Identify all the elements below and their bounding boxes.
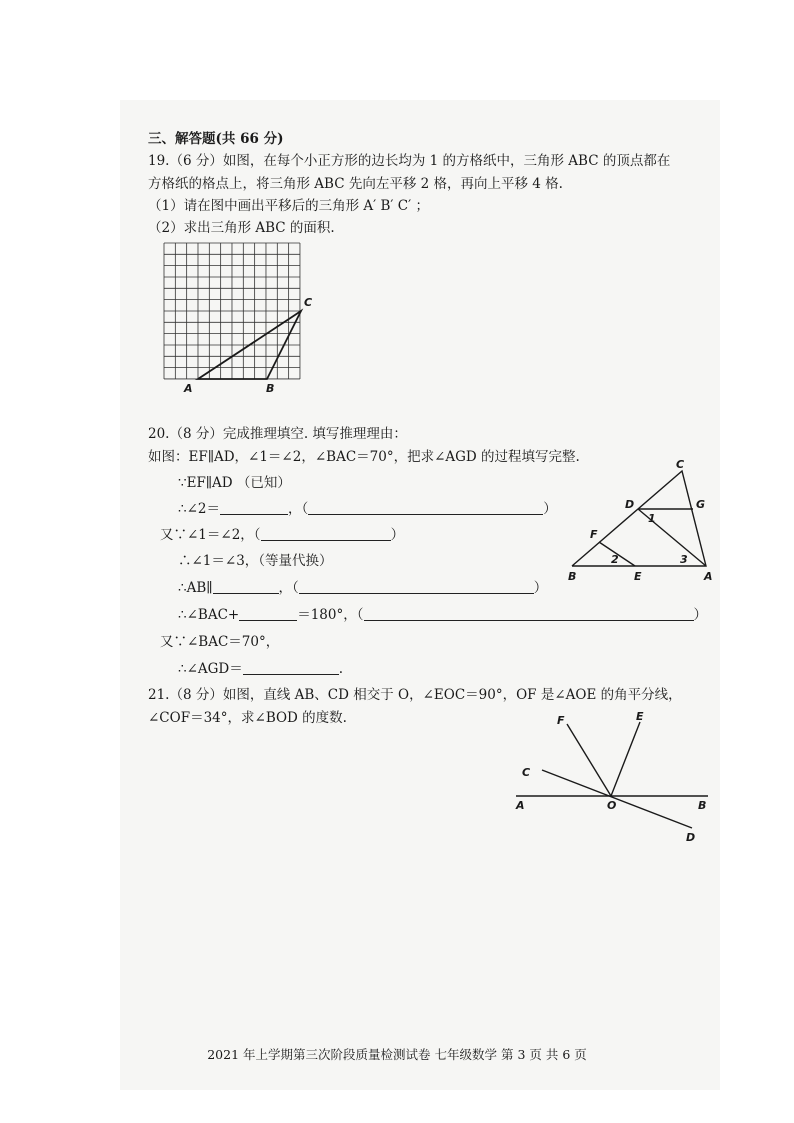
q20-step6b-text: ＝180°，（ <box>297 607 364 623</box>
q20-step4: ∴∠1＝∠3，（等量代换） <box>178 553 333 569</box>
q20-step2-text: ∴∠2＝ <box>178 501 220 517</box>
q20-step6 <box>178 606 707 624</box>
q20-step5-close: ） <box>533 580 548 596</box>
q20-step8 <box>178 660 343 678</box>
q20-step3 <box>160 526 404 544</box>
q20-step5-comma: ，（ <box>278 580 299 596</box>
section-title: 三、解答题(共 66 分) <box>148 131 284 147</box>
q21-label-d: D <box>686 831 696 844</box>
q20-step5-text: ∴AB∥ <box>178 580 213 596</box>
q20-step6-text: ∴∠BAC+ <box>178 607 240 623</box>
q20-label-2: 2 <box>611 553 619 566</box>
q20-step2 <box>178 500 557 518</box>
q21-line2: ∠COF＝34°，求∠BOD 的度数. <box>148 710 347 726</box>
q21-label-b: B <box>698 799 707 812</box>
q20-line2: 如图：EF∥AD，∠1＝∠2，∠BAC＝70°，把求∠AGD 的过程填写完整. <box>148 449 580 465</box>
q20-blank-4[interactable] <box>243 660 339 675</box>
q20-triangle-figure <box>562 455 722 587</box>
q20-step5 <box>178 579 547 597</box>
q20-step8-text: ∴∠AGD＝ <box>178 661 243 677</box>
q20-step6-close: ） <box>693 607 707 623</box>
q20-line1: 20.（8 分）完成推理填空. 填写推理理由： <box>148 426 407 442</box>
q21-label-c: C <box>522 766 531 779</box>
q21-label-f: F <box>557 714 565 727</box>
q20-reason-blank-4[interactable] <box>364 606 694 621</box>
q21-label-e: E <box>636 710 644 723</box>
q20-label-e: E <box>634 570 642 583</box>
q20-reason-blank-3[interactable] <box>299 579 534 594</box>
q20-label-d: D <box>625 498 635 511</box>
q20-label-3: 3 <box>680 553 688 566</box>
q19-part2: （2）求出三角形 ABC 的面积. <box>148 220 335 236</box>
q19-label-a: A <box>184 382 193 395</box>
q19-line2: 方格纸的格点上，将三角形 ABC 先向左平移 2 格，再向上平移 4 格. <box>148 176 563 192</box>
q20-label-c: C <box>676 458 685 471</box>
q19-part1: （1）请在图中画出平移后的三角形 A′ B′ C′ ； <box>148 198 429 214</box>
q20-label-a: A <box>704 570 713 583</box>
q20-label-b: B <box>568 570 577 583</box>
q20-step3-close: ） <box>390 527 405 543</box>
q19-label-c: C <box>304 296 313 309</box>
q21-lines-figure <box>510 708 720 844</box>
q20-step2-comma: ，（ <box>288 501 309 517</box>
q20-reason-blank-2[interactable] <box>261 526 391 541</box>
q21-label-o: O <box>607 799 617 812</box>
q19-line1: 19.（6 分）如图，在每个小正方形的边长均为 1 的方格纸中，三角形 ABC 的顶点都在 <box>148 153 671 169</box>
q20-blank-2[interactable] <box>213 579 279 594</box>
q20-step1: ∵EF∥AD （已知） <box>178 475 291 491</box>
q20-label-g: G <box>696 498 706 511</box>
page-footer: 2021 年上学期第三次阶段质量检测试卷 七年级数学 第 3 页 共 6 页 <box>207 1047 587 1062</box>
q20-step2-close: ） <box>543 501 557 517</box>
q19-label-b: B <box>266 382 275 395</box>
q19-grid-figure <box>158 240 328 400</box>
q20-blank-1[interactable] <box>220 500 288 515</box>
q20-label-1: 1 <box>648 512 656 525</box>
q20-reason-blank-1[interactable] <box>308 500 543 515</box>
q20-blank-3[interactable] <box>239 606 297 621</box>
q20-step7: 又∵∠BAC＝70°， <box>160 634 280 650</box>
q20-step8-period: . <box>338 661 344 677</box>
q21-line1: 21.（8 分）如图，直线 AB、CD 相交于 O，∠EOC＝90°，OF 是∠AOE 的角平分线， <box>148 687 682 703</box>
q21-label-a: A <box>516 799 525 812</box>
q20-step3-text: 又∵∠1＝∠2，（ <box>160 527 261 543</box>
q20-label-f: F <box>590 528 598 541</box>
